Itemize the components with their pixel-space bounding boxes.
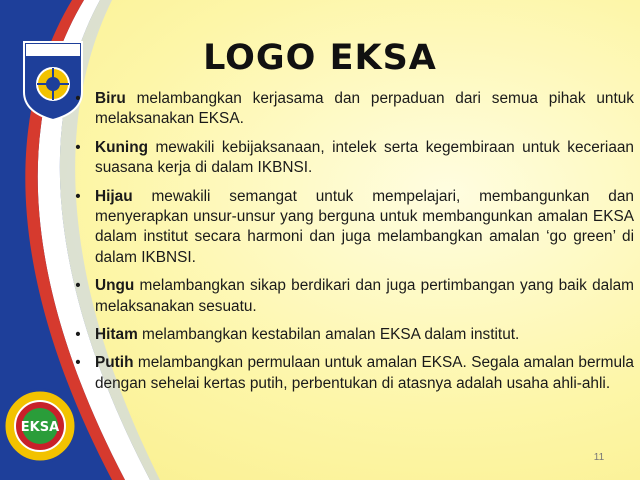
list-item (68, 138, 634, 179)
item-description: melambangkan permulaan untuk amalan EKSA. Segala amalan bermula dengan sehelai kertas putih, perbentukan di atasnya adalah usaha ahli-ahli. (95, 354, 634, 392)
bullet-list (68, 89, 634, 402)
item-description: melambangkan kestabilan amalan EKSA dalam institut. (137, 326, 520, 344)
list-item (68, 353, 634, 394)
color-term: Hitam (95, 326, 138, 344)
color-term: Biru (95, 90, 126, 107)
item-description: mewakili semangat untuk mempelajari, membangunkan dan menyerapkan unsur-unsur yang berguna untuk membangunkan amalan EKSA dalam institut secara harmoni dan juga melambangkan amalan ‘go green’ di dalam IKBNSI. (95, 187, 634, 266)
color-term: Putih (95, 354, 134, 372)
color-term: Kuning (95, 138, 148, 156)
bullet-dot-icon: • (75, 354, 81, 372)
color-term: Hijau (95, 187, 133, 205)
bullet-dot-icon: • (75, 90, 81, 107)
bullet-dot-icon: • (75, 277, 81, 295)
list-item (68, 187, 634, 269)
bullet-dot-icon: • (75, 138, 81, 156)
badge-text: EKSA (20, 420, 60, 435)
color-term: Ungu (95, 277, 135, 295)
list-item (68, 89, 634, 130)
list-item (68, 276, 634, 317)
list-item (68, 325, 634, 345)
item-description: melambangkan kerjasama dan perpaduan dari semua pihak untuk melaksanakan EKSA. (95, 90, 634, 128)
bullet-dot-icon: • (75, 326, 81, 344)
slide-title: LOGO EKSA (203, 38, 437, 78)
bullet-dot-icon: • (75, 187, 81, 205)
item-description: melambangkan sikap berdikari dan juga pertimbangan yang baik dalam melaksanakan sesuatu. (95, 277, 634, 315)
item-description: mewakili kebijaksanaan, intelek serta kegembiraan untuk keceriaan suasana kerja di dalam IKBNSI. (95, 138, 634, 177)
page-number: 11 (593, 452, 605, 463)
